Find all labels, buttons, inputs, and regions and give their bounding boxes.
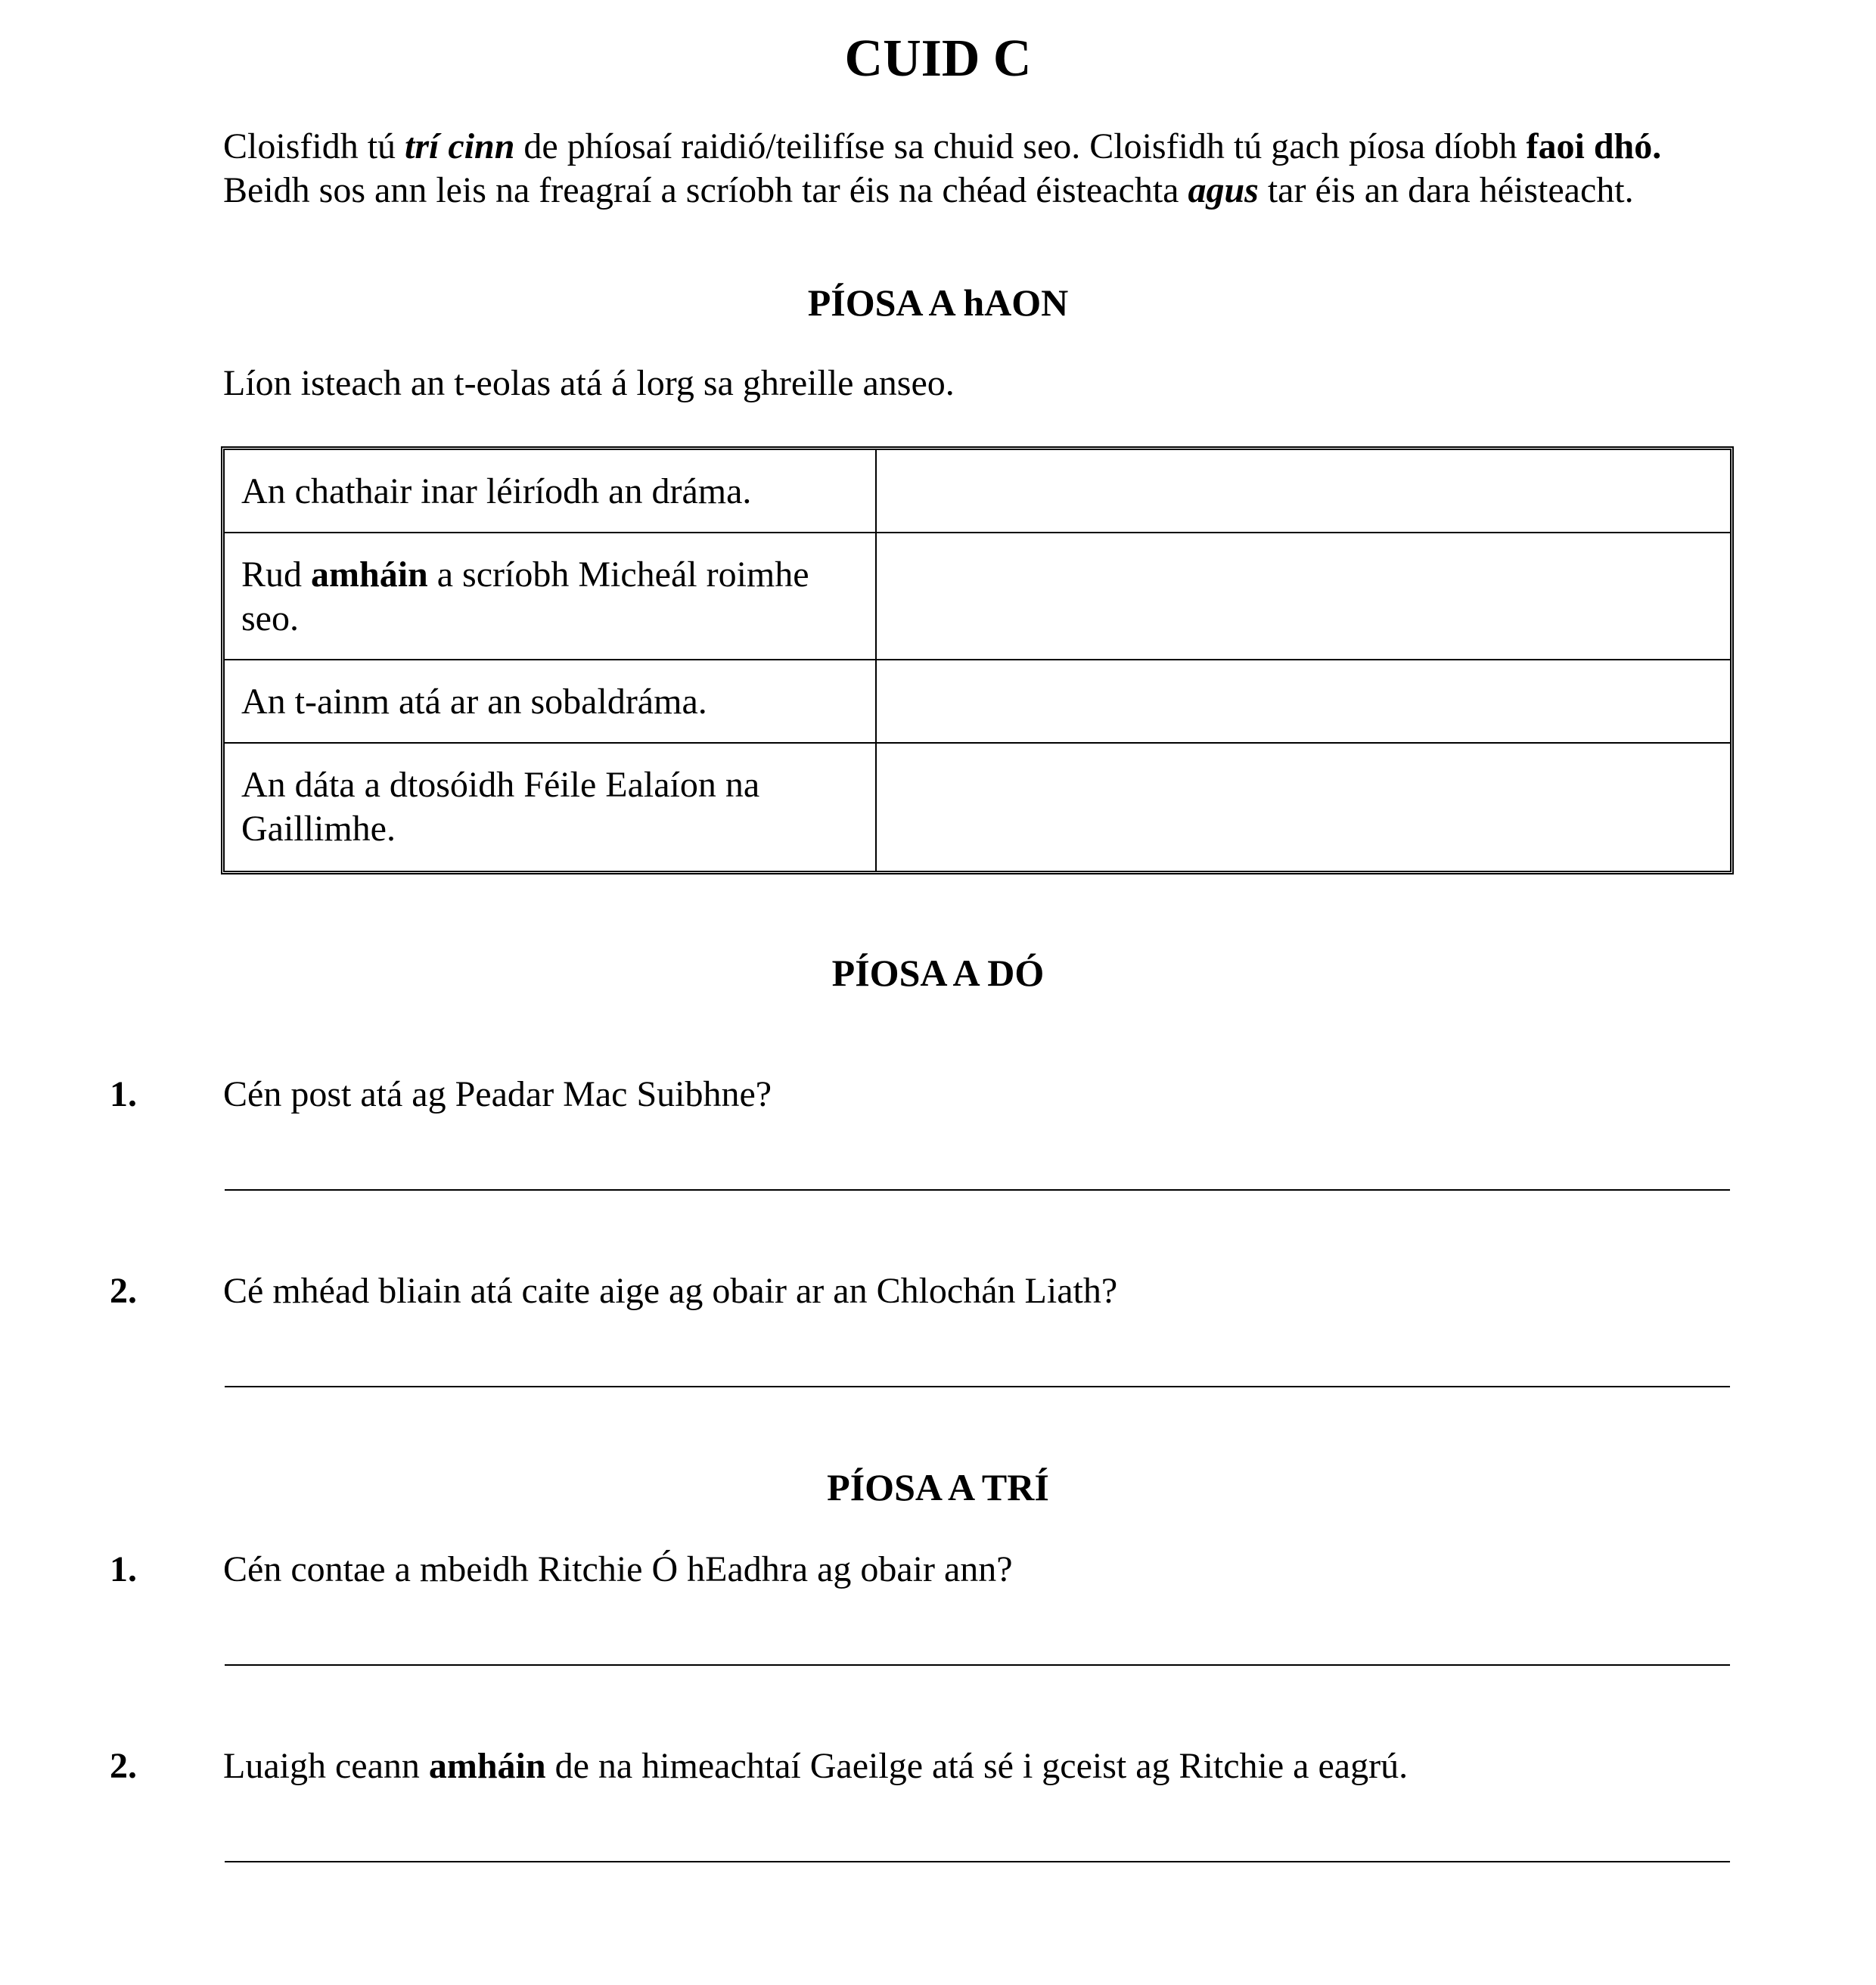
intro-line-2	[223, 169, 1766, 213]
intro-text: Cloisfidh tú	[223, 126, 405, 166]
question-text: Cén post atá ag Peadar Mac Suibhne?	[223, 1074, 772, 1114]
section-heading-piosa-1: PÍOSA A hAON	[807, 281, 1069, 324]
grid-answer-cell[interactable]	[877, 744, 1730, 871]
intro-line-1	[223, 125, 1766, 169]
table-row	[225, 450, 1730, 533]
table-row	[225, 744, 1730, 871]
question-number: 1.	[110, 1074, 137, 1114]
grid-label: An dáta a dtosóidh Féile Ealaíon na Gaillimhe.	[225, 744, 877, 871]
page-title: CUID C	[844, 30, 1032, 88]
question-number: 1.	[110, 1549, 137, 1589]
table-row	[225, 533, 1730, 660]
grid-label: Rud amháin a scríobh Micheál roimhe seo.	[225, 533, 877, 660]
grid-answer-cell[interactable]	[877, 660, 1730, 744]
grid-label: An chathair inar léiríodh an dráma.	[225, 450, 877, 533]
grid-label: An t-ainm atá ar an sobaldráma.	[225, 660, 877, 744]
intro-text: de phíosaí raidió/teilifíse sa chuid seo. Cloisfidh tú gach píosa díobh	[514, 126, 1527, 166]
question-number: 2.	[110, 1271, 137, 1311]
section-heading-piosa-2: PÍOSA A DÓ	[831, 952, 1045, 994]
intro-text: tar éis an dara héisteacht.	[1258, 170, 1634, 210]
intro-text: Beidh sos ann leis na freagraí a scríobh tar éis na chéad éisteachta	[223, 170, 1188, 210]
question-text: Cén contae a mbeidh Ritchie Ó hEadhra ag obair ann?	[223, 1549, 1013, 1589]
section-heading-piosa-3: PÍOSA A TRÍ	[827, 1466, 1049, 1508]
question-text: Luaigh ceann amháin de na himeachtaí Gaeilge atá sé i gceist ag Ritchie a eagrú.	[223, 1746, 1409, 1786]
intro-emphasis: agus	[1188, 170, 1259, 210]
intro-emphasis: trí cinn	[405, 126, 515, 166]
answer-line[interactable]	[225, 1386, 1730, 1387]
table-row	[225, 660, 1730, 744]
grid-answer-cell[interactable]	[877, 450, 1730, 533]
answer-line[interactable]	[225, 1189, 1730, 1191]
intro-paragraph	[223, 125, 1766, 213]
intro-emphasis: faoi dhó.	[1526, 126, 1662, 166]
question-text: Cé mhéad bliain atá caite aige ag obair ar an Chlochán Liath?	[223, 1271, 1118, 1311]
question-number: 2.	[110, 1746, 137, 1786]
answer-line[interactable]	[225, 1664, 1730, 1666]
info-grid	[221, 446, 1734, 874]
answer-line[interactable]	[225, 1861, 1730, 1862]
grid-instruction: Líon isteach an t-eolas atá á lorg sa ghreille anseo.	[223, 363, 955, 403]
grid-answer-cell[interactable]	[877, 533, 1730, 660]
